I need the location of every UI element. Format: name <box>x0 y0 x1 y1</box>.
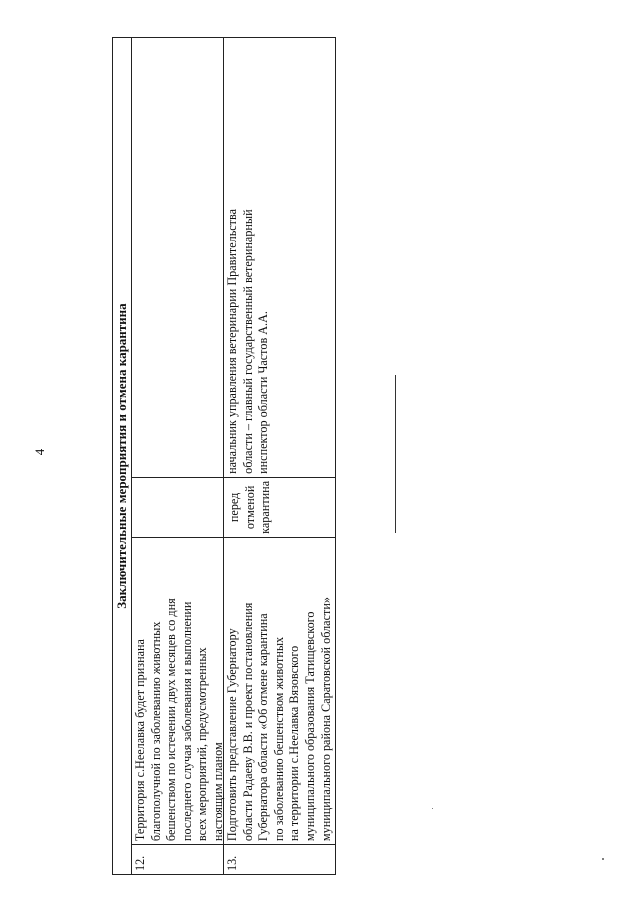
responsible-cell <box>132 38 223 477</box>
term-cell <box>132 477 223 537</box>
term-cell <box>224 477 336 537</box>
term-line: карантина <box>258 480 273 534</box>
responsible-line: области – главный государственный ветеринарный <box>240 209 255 474</box>
measure-line: бешенством по истечении двух месяцев со дня <box>164 598 179 842</box>
table-row <box>224 38 336 874</box>
measure-line: муниципального образования Татищевского <box>302 611 317 842</box>
plan-table <box>112 37 336 875</box>
measure-line: Губернатора области «Об отмене карантина <box>256 613 271 842</box>
scan-speck <box>432 808 433 809</box>
term-line: отменой <box>242 485 257 530</box>
row-number: 13. <box>224 844 336 874</box>
scan-speck <box>602 858 604 860</box>
measure-line: Территория с.Неелавка будет признана <box>133 639 147 842</box>
measure-line: муниципального района Саратовской области» <box>318 597 333 842</box>
measure-line: последнего случая заболевания и выполнении <box>179 601 194 842</box>
measure-line: области Радаеву В.В. и проект постановления <box>240 602 255 842</box>
rotated-table-area <box>112 37 336 875</box>
page-number: 4 <box>32 448 47 456</box>
term-line: перед <box>227 492 241 523</box>
responsible-line: инспектор области Частов А.А. <box>256 311 271 474</box>
responsible-cell <box>224 38 336 477</box>
measure-text <box>132 537 223 844</box>
measure-line: благополучной по заболеванию животных <box>148 621 163 842</box>
measure-line: Подготовить представление Губернатору <box>225 628 239 842</box>
measure-text <box>224 537 336 844</box>
responsible-line: начальник управления ветеринарии Правительства <box>225 208 239 474</box>
measure-line: настоящим планом <box>210 742 225 842</box>
measure-line: по заболеванию бешенством животных <box>271 636 286 842</box>
row-number: 12. <box>132 844 223 874</box>
section-header: Заключительные мероприятия и отмена карантина <box>113 38 132 874</box>
measure-line: на территории с.Неелавка Вязовского <box>287 645 302 842</box>
table-row <box>132 38 224 874</box>
measure-line: всех мероприятий, предусмотренных <box>195 647 210 842</box>
signature-rule <box>395 375 396 533</box>
